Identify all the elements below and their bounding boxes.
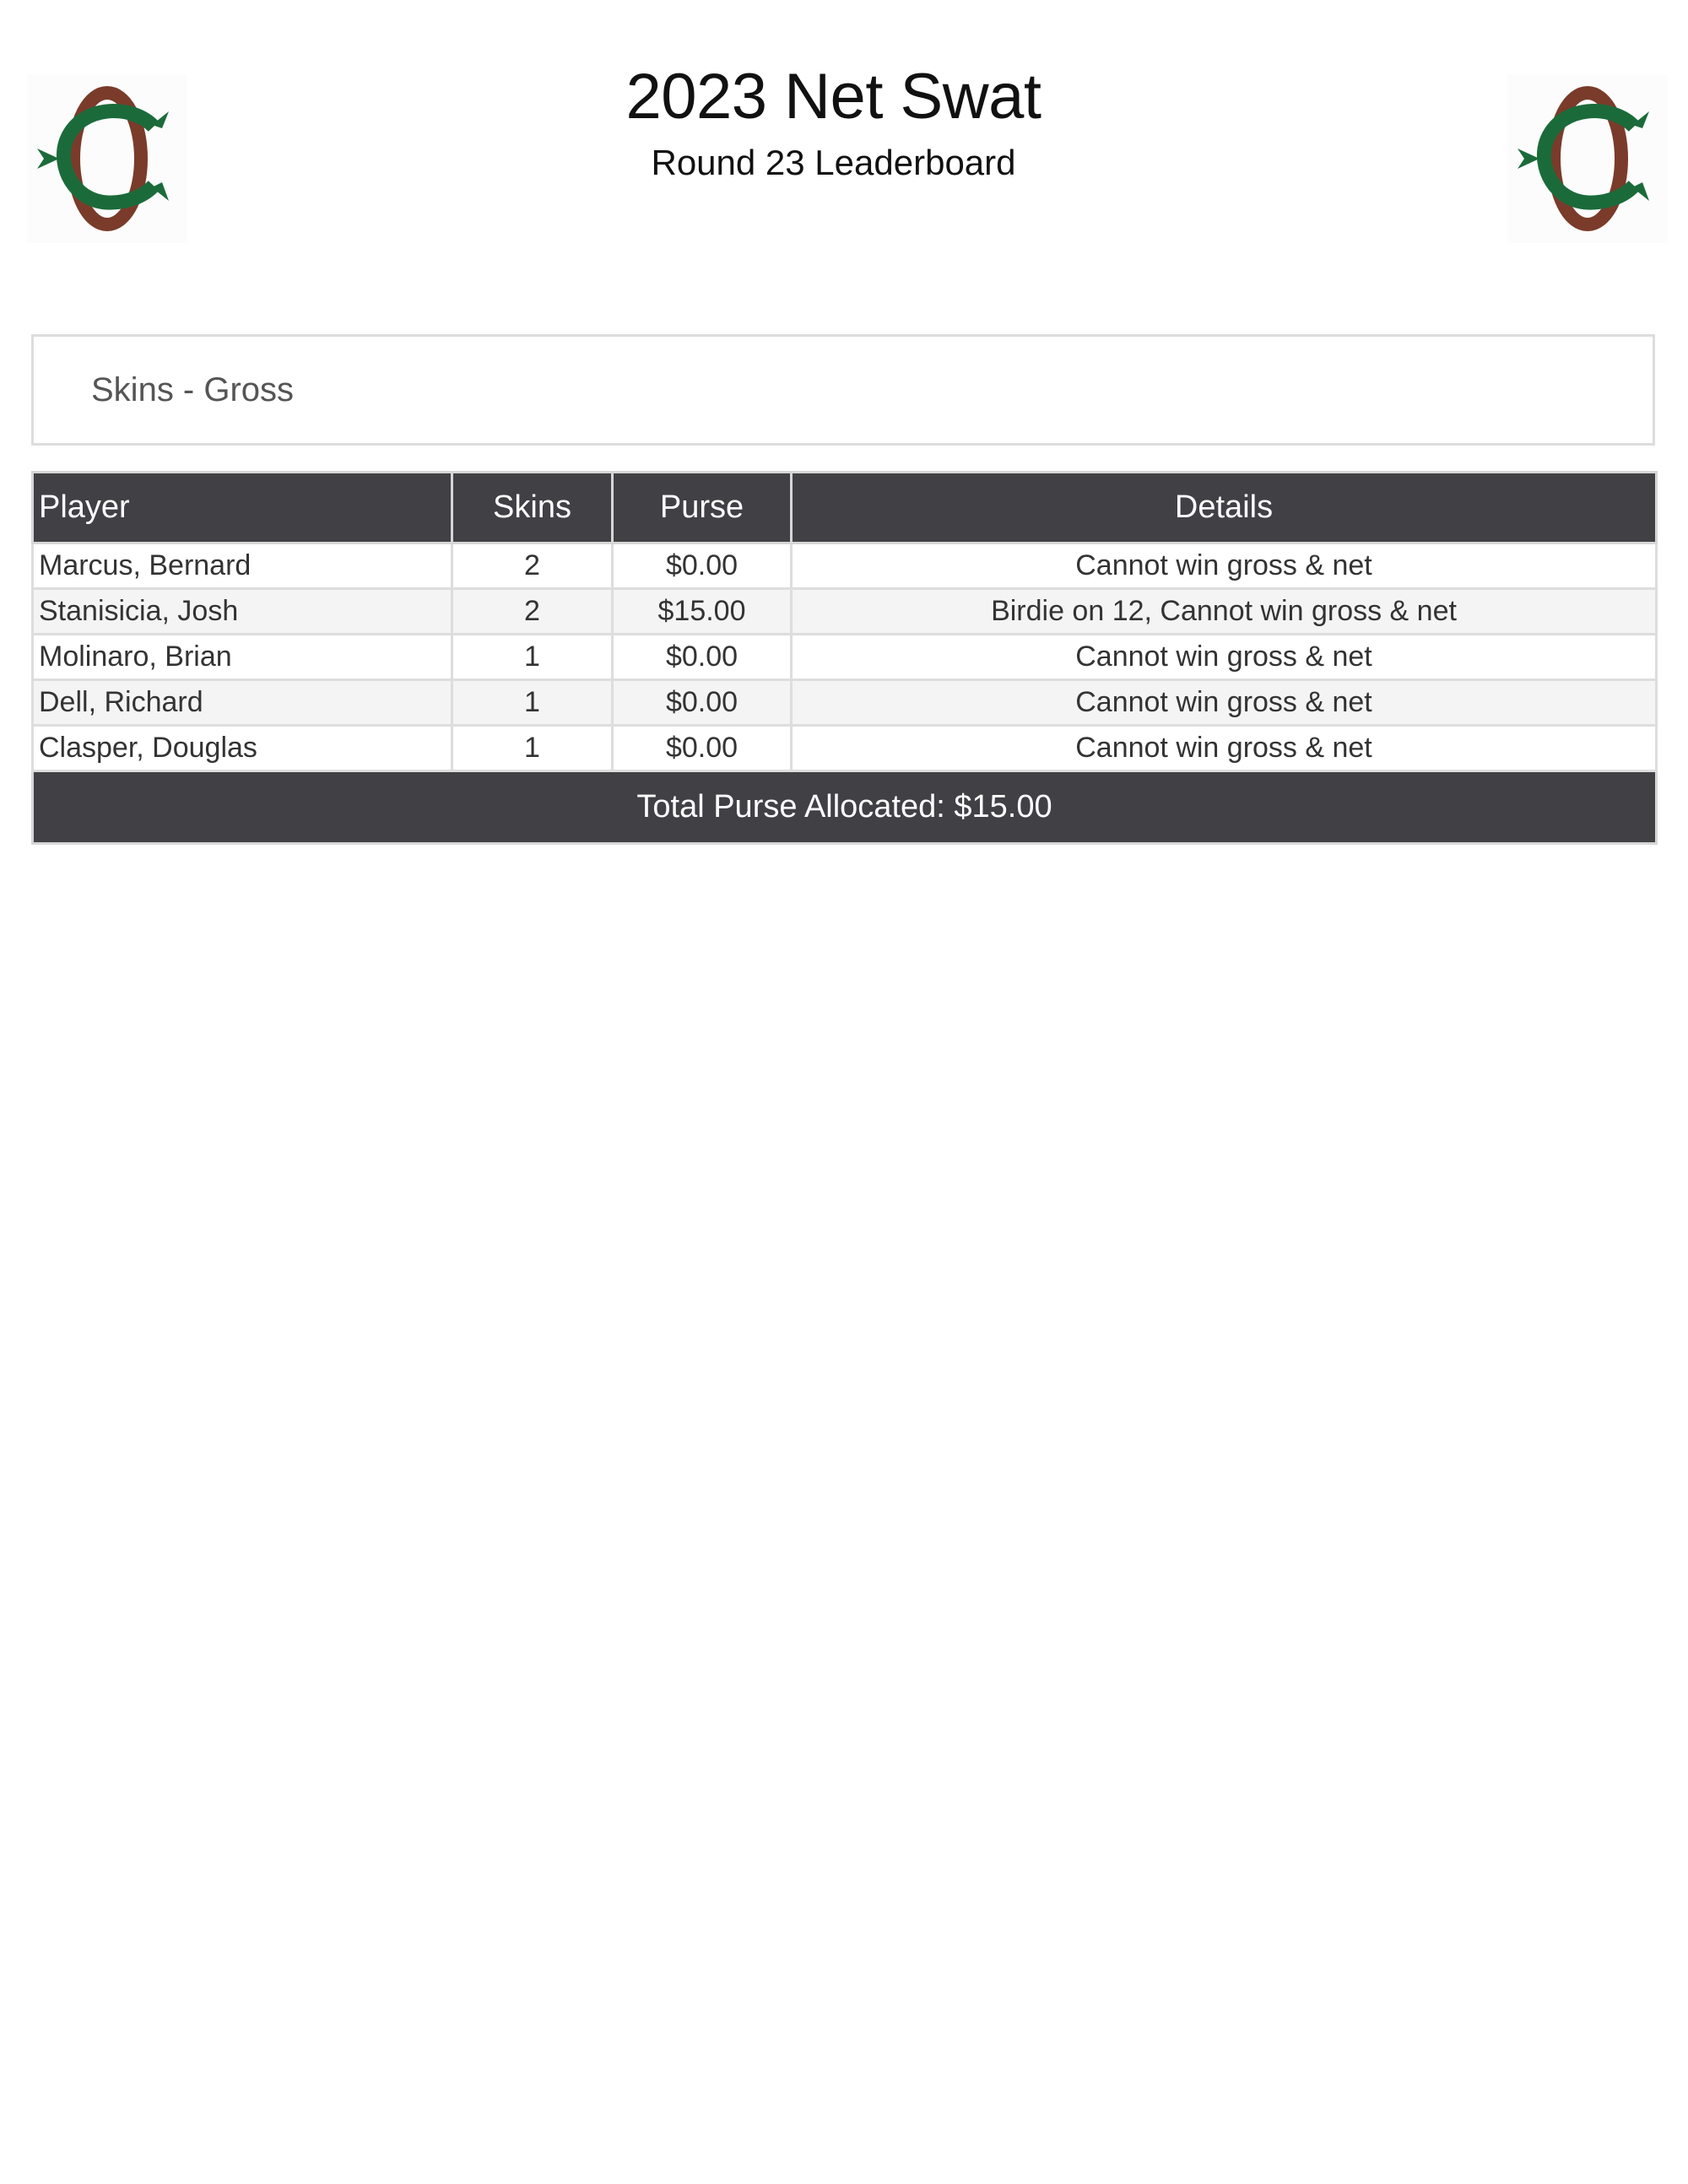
table-row — [33, 589, 1657, 635]
details-text: Cannot win gross & net — [792, 726, 1657, 771]
column-header-skins: Skins — [452, 473, 613, 543]
skins-count: 2 — [452, 543, 613, 589]
player-name: Molinaro, Brian — [33, 635, 452, 680]
purse-amount: $0.00 — [613, 543, 792, 589]
player-name: Stanisicia, Josh — [33, 589, 452, 635]
table-row — [33, 680, 1657, 726]
skins-count: 1 — [452, 635, 613, 680]
purse-amount: $0.00 — [613, 635, 792, 680]
page-subtitle: Round 23 Leaderboard — [651, 143, 1016, 182]
details-text: Cannot win gross & net — [792, 635, 1657, 680]
section-header — [31, 334, 1655, 446]
page-header — [0, 59, 1667, 186]
page-title: 2023 Net Swat — [625, 61, 1041, 132]
details-text: Cannot win gross & net — [792, 680, 1657, 726]
table-footer-row — [33, 771, 1657, 844]
table-row — [33, 726, 1657, 771]
details-text: Birdie on 12, Cannot win gross & net — [792, 589, 1657, 635]
table-row — [33, 543, 1657, 589]
purse-amount: $0.00 — [613, 680, 792, 726]
total-purse-allocated: Total Purse Allocated: $15.00 — [33, 771, 1657, 844]
player-name: Marcus, Bernard — [33, 543, 452, 589]
details-text: Cannot win gross & net — [792, 543, 1657, 589]
leaderboard-table — [31, 471, 1658, 845]
player-name: Clasper, Douglas — [33, 726, 452, 771]
skins-count: 2 — [452, 589, 613, 635]
skins-count: 1 — [452, 726, 613, 771]
section-title: Skins - Gross — [91, 371, 295, 408]
column-header-player: Player — [33, 473, 452, 543]
column-header-details: Details — [792, 473, 1657, 543]
purse-amount: $15.00 — [613, 589, 792, 635]
column-header-purse: Purse — [613, 473, 792, 543]
purse-amount: $0.00 — [613, 726, 792, 771]
player-name: Dell, Richard — [33, 680, 452, 726]
table-header-row — [33, 473, 1657, 543]
table-row — [33, 635, 1657, 680]
skins-count: 1 — [452, 680, 613, 726]
